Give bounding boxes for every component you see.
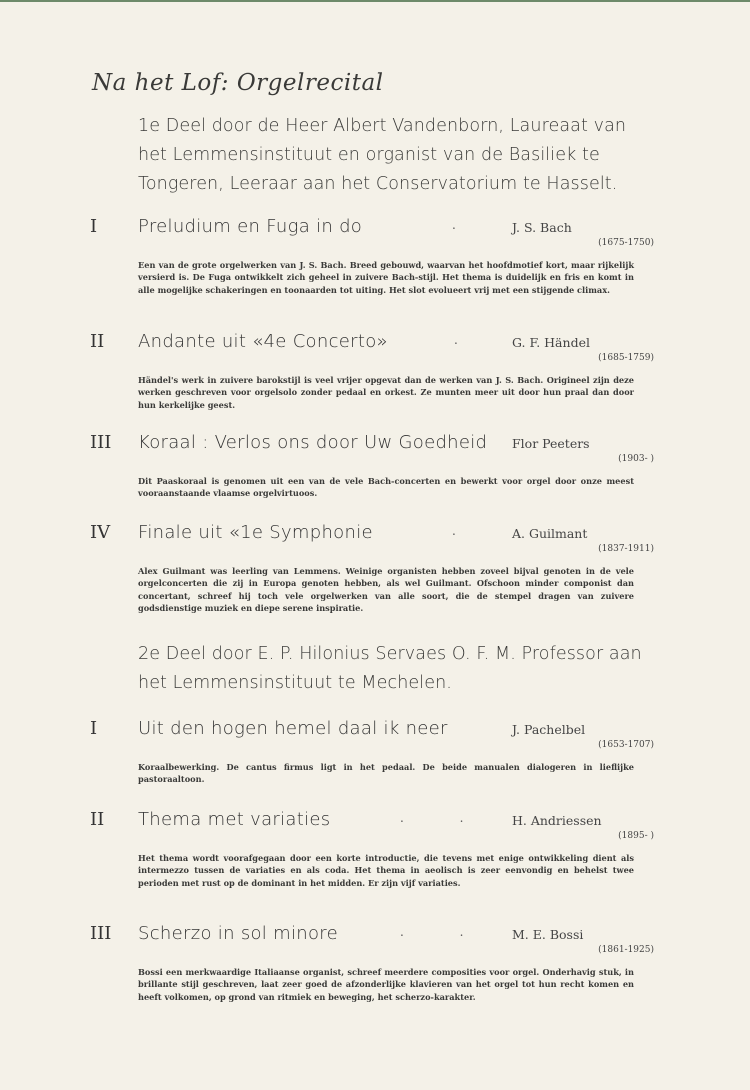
leader-dots: . .: [400, 811, 490, 825]
item-dates: (1903- ): [618, 454, 654, 464]
leader-dots: .: [452, 524, 482, 538]
item-number: III: [90, 923, 112, 944]
item-number: II: [90, 331, 105, 352]
program-item: [0, 216, 750, 296]
item-composer: A. Guilmant: [512, 526, 588, 541]
item-title: Scherzo in sol minore: [138, 923, 338, 944]
program-item: [0, 718, 750, 798]
leader-dots: . .: [400, 925, 490, 939]
item-composer: G. F. Händel: [512, 335, 590, 350]
item-dates: (1653-1707): [598, 740, 654, 750]
item-composer: J. Pachelbel: [512, 722, 586, 737]
item-number: III: [90, 432, 112, 453]
item-description: Dit Paaskoraal is genomen uit een van de vele Bach-concerten en bewerkt voor orgel door onze meest vooraanstaande vlaamse orgelvirtuoos.: [138, 476, 634, 499]
item-number: I: [90, 216, 98, 237]
program-item: [0, 809, 750, 889]
item-composer: M. E. Bossi: [512, 927, 584, 942]
part-one-intro: 1e Deel door de Heer Albert Vandenborn, Laureaat van het Lemmensinstituut en organist van de Basiliek te Tongeren, Leeraar aan het Conservatorium te Hasselt.: [138, 116, 627, 194]
item-dates: (1685-1759): [598, 353, 654, 363]
program-item: [0, 923, 750, 1003]
item-composer: Flor Peeters: [512, 436, 590, 451]
leader-dots: .: [454, 333, 484, 347]
item-description: Bossi een merkwaardige Italiaanse organist, schreef meerdere composities voor orgel. Onderhavig stuk, in brillante stijl geschreven, laat zeer goed de afzonderlijke klavieren van het orgel tot hun recht komen en heeft volkomen, op grond van ritmiek en beweging, het scherzo-karakter.: [138, 967, 634, 1002]
item-title: Koraal : Verlos ons door Uw Goedheid: [138, 432, 488, 453]
item-title: Andante uit «4e Concerto»: [138, 331, 388, 352]
item-number: I: [90, 718, 98, 739]
leader-dots: .: [452, 218, 482, 232]
page-title: Na het Lof: Orgelrecital: [92, 70, 384, 96]
item-description: Alex Guilmant was leerling van Lemmens. Weinige organisten hebben zoveel bijval genoten in de vele orgelconcerten die zij in Europa genoten hebben, als wel Guilmant. Ofschoon minder componist dan concertant, schreef hij toch vele orgelwerken van alle soort, die de stempel dragen van zuivere godsdienstige muziek en diepe serene inspiratie.: [138, 566, 634, 614]
part-two-intro: 2e Deel door E. P. Hilonius Servaes O. F. M. Professor aan het Lemmensinstituut te Mechelen.: [138, 644, 642, 693]
item-dates: (1675-1750): [598, 238, 654, 248]
item-composer: J. S. Bach: [512, 220, 572, 235]
program-item: [0, 432, 750, 512]
item-number: IV: [90, 522, 111, 543]
item-title: Thema met variaties: [138, 809, 331, 830]
item-description: Het thema wordt voorafgegaan door een korte introductie, die tevens met enige ontwikkeling dient als intermezzo tussen de variaties en als coda. Het thema in aeolisch is zeer eenvondig en behelst twee perioden met rust op de dominant in het midden. Er zijn vijf variaties.: [138, 853, 634, 888]
program-item: [0, 331, 750, 411]
item-dates: (1861-1925): [598, 945, 654, 955]
item-dates: (1895- ): [618, 831, 654, 841]
item-dates: (1837-1911): [598, 544, 654, 554]
item-description: Koraalbewerking. De cantus firmus ligt in het pedaal. De beide manualen dialogeren in lieflijke pastoraaltoon.: [138, 762, 634, 785]
item-title: Finale uit «1e Symphonie: [138, 522, 373, 543]
item-number: II: [90, 809, 105, 830]
item-title: Uit den hogen hemel daal ik neer: [138, 718, 448, 739]
program-item: [0, 522, 750, 614]
item-description: Een van de grote orgelwerken van J. S. Bach. Breed gebouwd, waarvan het hoofdmotief kort, maar rijkelijk versierd is. De Fuga ontwikkelt zich geheel in zuivere Bach-stijl. Het thema is duidelijk en fris en komt in alle mogelijke schakeringen en toonaarden tot uiting. Het slot evolueert vrij met een stijgende climax.: [138, 260, 634, 295]
item-composer: H. Andriessen: [512, 813, 602, 828]
item-description: Händel's werk in zuivere barokstijl is veel vrijer opgevat dan de werken van J. S. Bach. Origineel zijn deze werken geschreven voor orgelsolo zonder pedaal en orkest. Ze munten meer uit door hun praal dan door hun kerkelijke geest.: [138, 375, 634, 410]
item-title: Preludium en Fuga in do: [138, 216, 363, 237]
